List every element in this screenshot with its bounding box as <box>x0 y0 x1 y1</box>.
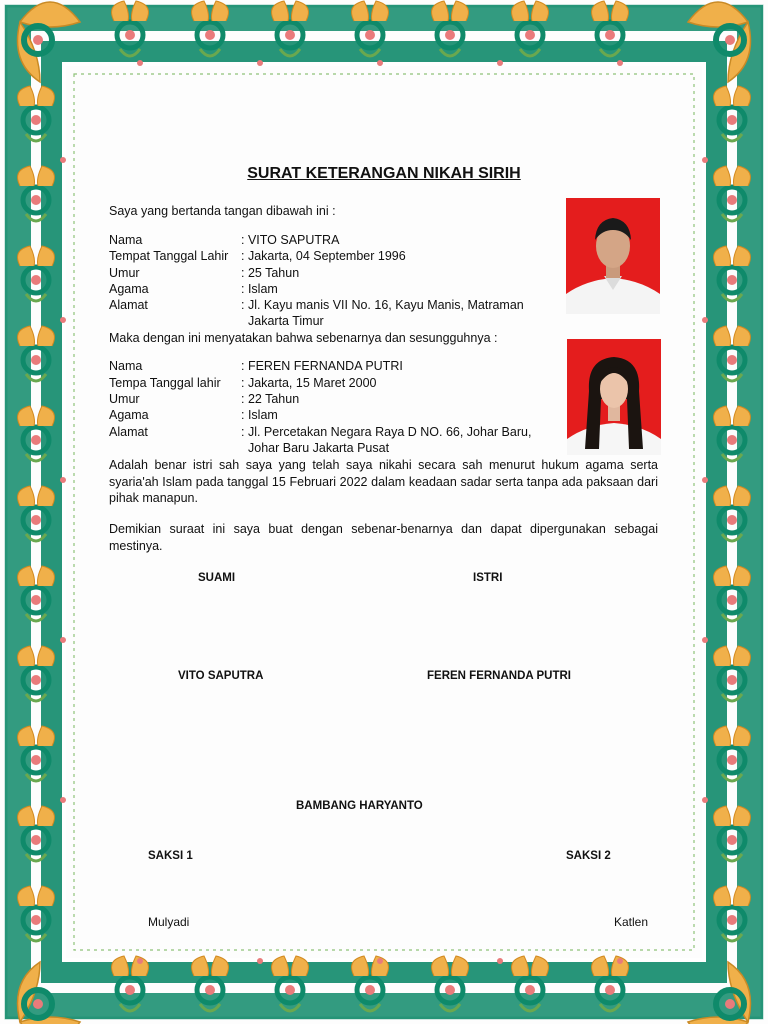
declaration-paragraph: Adalah benar istri sah saya yang telah saya nikahi secara sah menurut hukum agama serta syaria'ah Islam pada tanggal 15 Februari 2022 dalam keadaan sadar serta tanpa ada paksaan dari pihak manapun. <box>109 458 658 505</box>
intro-text: Saya yang bertanda tangan dibawah ini : <box>109 204 336 218</box>
statement-text: Maka dengan ini menyatakan bahwa sebenarnya dan sesungguhnya : <box>109 331 498 345</box>
husband-age-value: : 25 Tahun <box>241 266 300 280</box>
wife-signature-name: FEREN FERNANDA PUTRI <box>427 670 571 682</box>
witness2-role: SAKSI 2 <box>566 850 611 862</box>
husband-name-value: : VITO SAPUTRA <box>241 233 340 247</box>
wife-address-cont: Johar Baru Jakarta Pusat <box>248 441 390 455</box>
witness1-name: Mulyadi <box>148 915 190 929</box>
husband-role: SUAMI <box>198 572 236 584</box>
wife-birth-value: : Jakarta, 15 Maret 2000 <box>241 376 377 390</box>
wife-religion-value: : Islam <box>241 408 278 422</box>
wife-role: ISTRI <box>473 572 503 584</box>
wife-age-label: Umur <box>109 392 140 406</box>
wife-name-label: Nama <box>109 359 143 373</box>
husband-photo <box>566 198 660 314</box>
husband-birth-value: : Jakarta, 04 September 1996 <box>241 249 406 263</box>
husband-address-value: : Jl. Kayu manis VII No. 16, Kayu Manis, Matraman <box>241 298 524 312</box>
wife-religion-label: Agama <box>109 408 149 422</box>
husband-address-cont: Jakarta Timur <box>248 314 324 328</box>
husband-name-label: Nama <box>109 233 143 247</box>
wife-birth-label: Tempa Tanggal lahir <box>109 376 221 390</box>
husband-signature-name: VITO SAPUTRA <box>178 670 264 682</box>
husband-address-label: Alamat <box>109 298 148 312</box>
document-title: SURAT KETERANGAN NIKAH SIRIH <box>247 165 521 182</box>
wife-name-value: : FEREN FERNANDA PUTRI <box>241 359 403 373</box>
wife-address-label: Alamat <box>109 425 148 439</box>
officiant-name: BAMBANG HARYANTO <box>296 800 423 812</box>
husband-religion-label: Agama <box>109 282 149 296</box>
wife-age-value: : 22 Tahun <box>241 392 300 406</box>
wife-photo <box>567 339 661 455</box>
witness2-name: Katlen <box>614 915 649 929</box>
witness1-role: SAKSI 1 <box>148 850 193 862</box>
wife-address-value: : Jl. Percetakan Negara Raya D NO. 66, Johar Baru, <box>241 425 532 439</box>
closing-paragraph: Demikian suraat ini saya buat dengan sebenar-benarnya dan dapat dipergunakan sebagai mestinya. <box>109 522 658 553</box>
husband-religion-value: : Islam <box>241 282 278 296</box>
husband-age-label: Umur <box>109 266 140 280</box>
husband-birth-label: Tempat Tanggal Lahir <box>109 249 229 263</box>
